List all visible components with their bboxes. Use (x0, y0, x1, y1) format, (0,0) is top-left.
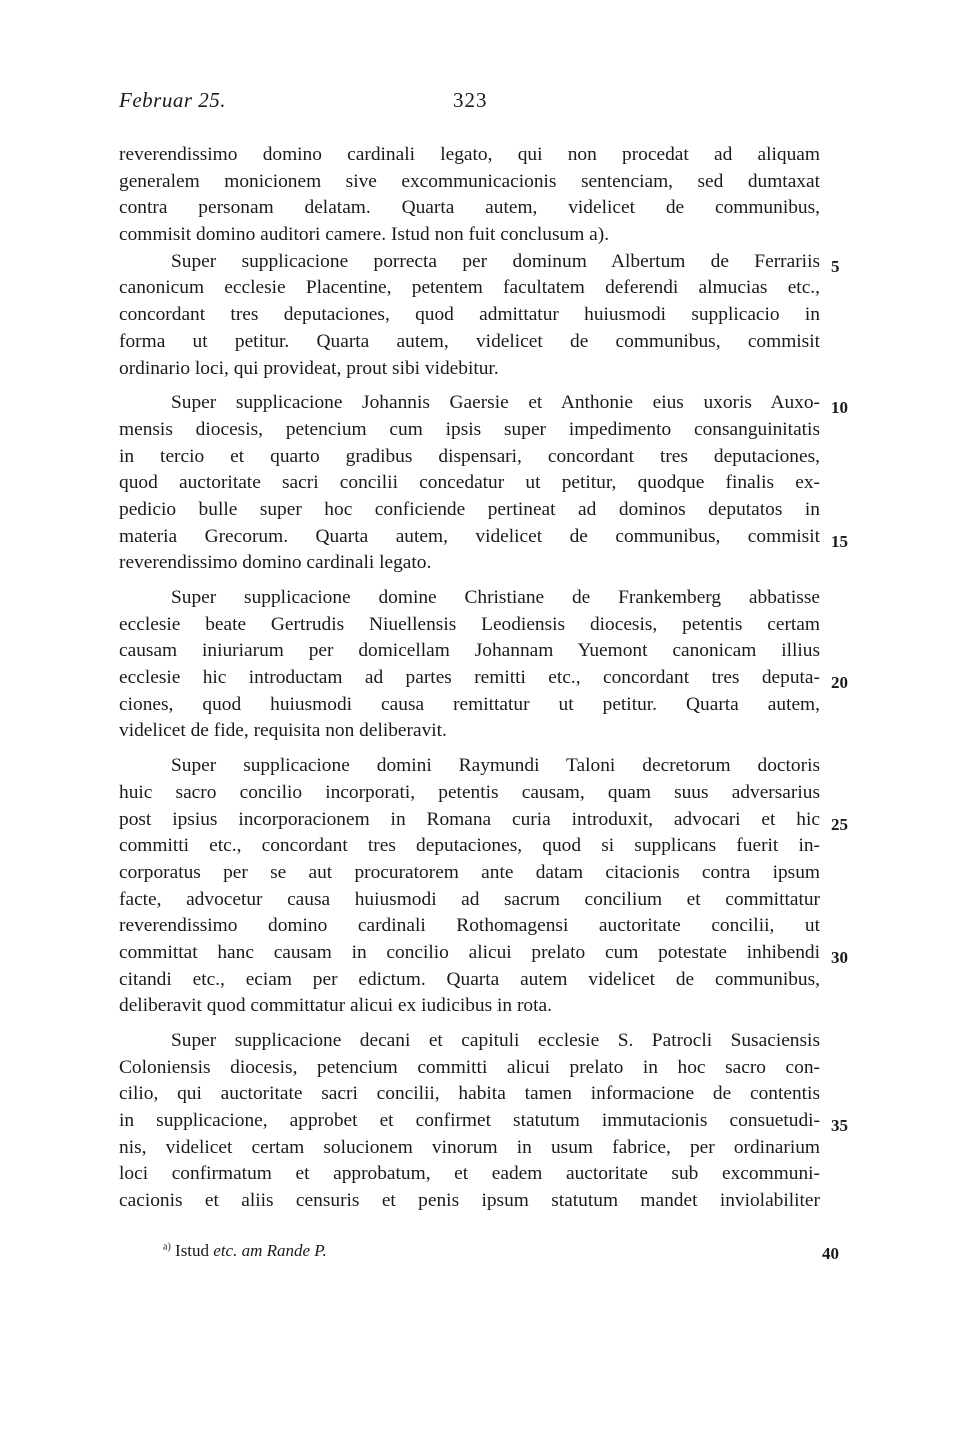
text-line: reverendissimo domino cardinali legato, qui non procedat ad aliquam (119, 144, 820, 165)
line-number: 25 (831, 815, 848, 834)
text-line: Super supplicacione decani et capituli ecclesie S. Patrocli Susaciensis (171, 1030, 820, 1051)
footnote-italic-text: etc. am Rande P. (213, 1241, 327, 1260)
text-line: reverendissimo domino cardinali legato. (119, 552, 432, 574)
text-line: reverendissimo domino cardinali Rothomagensi auctoritate concilii, ut (119, 915, 820, 937)
footnote (163, 1241, 327, 1261)
text-line: cacionis et aliis censuris et penis ipsum statutum mandet inviolabiliter (119, 1190, 820, 1212)
text-line: generalem monicionem sive excommunicacionis sentenciam, sed dumtaxat (119, 170, 820, 192)
text-line: committi etc., concordant tres deputaciones, quod si supplicans fuerit in- (119, 835, 820, 857)
running-header (119, 88, 819, 128)
text-line: cilio, qui auctoritate sacri concilii, habita tamen informacione de contentis (119, 1083, 820, 1105)
running-title: Februar 25. (119, 88, 226, 112)
text-line: Coloniensis diocesis, petencium committi alicui prelato in hoc sacro con- (119, 1056, 820, 1078)
text-line: videlicet de fide, requisita non deliberavit. (119, 720, 447, 742)
text-line: corporatus per se aut procuratorem ante datam citacionis contra ipsum (119, 861, 820, 883)
text-line: pedicio bulle super hoc conficiende pertineat ad dominos deputatos in (119, 498, 820, 520)
line-number: 30 (831, 948, 848, 967)
text-line: Super supplicacione domine Christiane de Frankemberg abbatisse (171, 587, 820, 608)
footnote-marker: a) (163, 1241, 171, 1253)
text-line: in supplicacione, approbet et confirmet statutum immutacionis consuetudi- (119, 1110, 820, 1132)
text-line: nis, videlicet certam solucionem vinorum in usum fabrice, per ordinarium (119, 1136, 820, 1158)
line-number: 15 (831, 532, 848, 551)
footnote-text: Istud (175, 1241, 210, 1260)
text-line: causam iniuriarum per domicellam Johannam Yuemont canonicam illius (119, 640, 820, 662)
text-line: concordant tres deputaciones, quod admittatur huiusmodi supplicacio in (119, 304, 820, 326)
text-line: ecclesie hic introductam ad partes remitti etc., concordant tres deputa- (119, 667, 820, 689)
text-line: quod auctoritate sacri concilii concedatur ut petitur, quodque finalis ex- (119, 472, 820, 494)
body-text (119, 142, 820, 1215)
text-line: citandi etc., eciam per edictum. Quarta autem videlicet de communibus, (119, 968, 820, 990)
page-number: 323 (453, 88, 488, 112)
text-line: ecclesie beate Gertrudis Niuellensis Leodiensis diocesis, petentis certam (119, 613, 820, 635)
text-line: Super supplicacione domini Raymundi Taloni decretorum doctoris (171, 755, 820, 777)
text-line: in tercio et quarto gradibus dispensari, concordant tres deputaciones, (119, 445, 820, 467)
line-number: 35 (831, 1116, 848, 1135)
text-line: forma ut petitur. Quarta autem, videlicet de communibus, commisit (119, 330, 820, 352)
text-line: ordinario loci, qui provideat, prout sibi videbitur. (119, 357, 499, 379)
text-line: mensis diocesis, petencium cum ipsis super impedimento consanguinitatis (119, 418, 820, 440)
text-line: deliberavit quod committatur alicui ex iudicibus in rota. (119, 995, 552, 1017)
text-line: contra personam delatam. Quarta autem, videlicet de communibus, (119, 197, 820, 219)
line-number: 5 (831, 257, 840, 276)
line-number: 20 (831, 673, 848, 692)
text-line: huic sacro concilio incorporati, petentis causam, quam suus adversarius (119, 781, 820, 803)
text-line: loci confirmatum et approbatum, et eadem auctoritate sub excommuni- (119, 1163, 820, 1185)
text-line: committat hanc causam in concilio alicui prelato cum potestate inhibendi (119, 941, 820, 963)
text-line: ciones, quod huiusmodi causa remittatur ut petitur. Quarta autem, (119, 693, 820, 715)
text-line: Super supplicacione porrecta per dominum Albertum de Ferrariis (171, 250, 820, 272)
text-line: commisit domino auditori camere. Istud non fuit conclusum a). (119, 224, 610, 246)
text-line: canonicum ecclesie Placentine, petentem facultatem deferendi almucias etc., (119, 277, 820, 299)
line-number: 10 (831, 398, 848, 417)
line-number-bottom: 40 (822, 1244, 839, 1263)
text-line: Super supplicacione Johannis Gaersie et Anthonie eius uxoris Auxo- (171, 392, 820, 414)
text-line: post ipsius incorporacionem in Romana curia introduxit, advocari et hic (119, 808, 820, 830)
text-line: materia Grecorum. Quarta autem, videlicet de communibus, commisit (119, 525, 820, 547)
text-line: facte, advocetur causa huiusmodi ad sacrum concilium et committatur (119, 888, 820, 910)
